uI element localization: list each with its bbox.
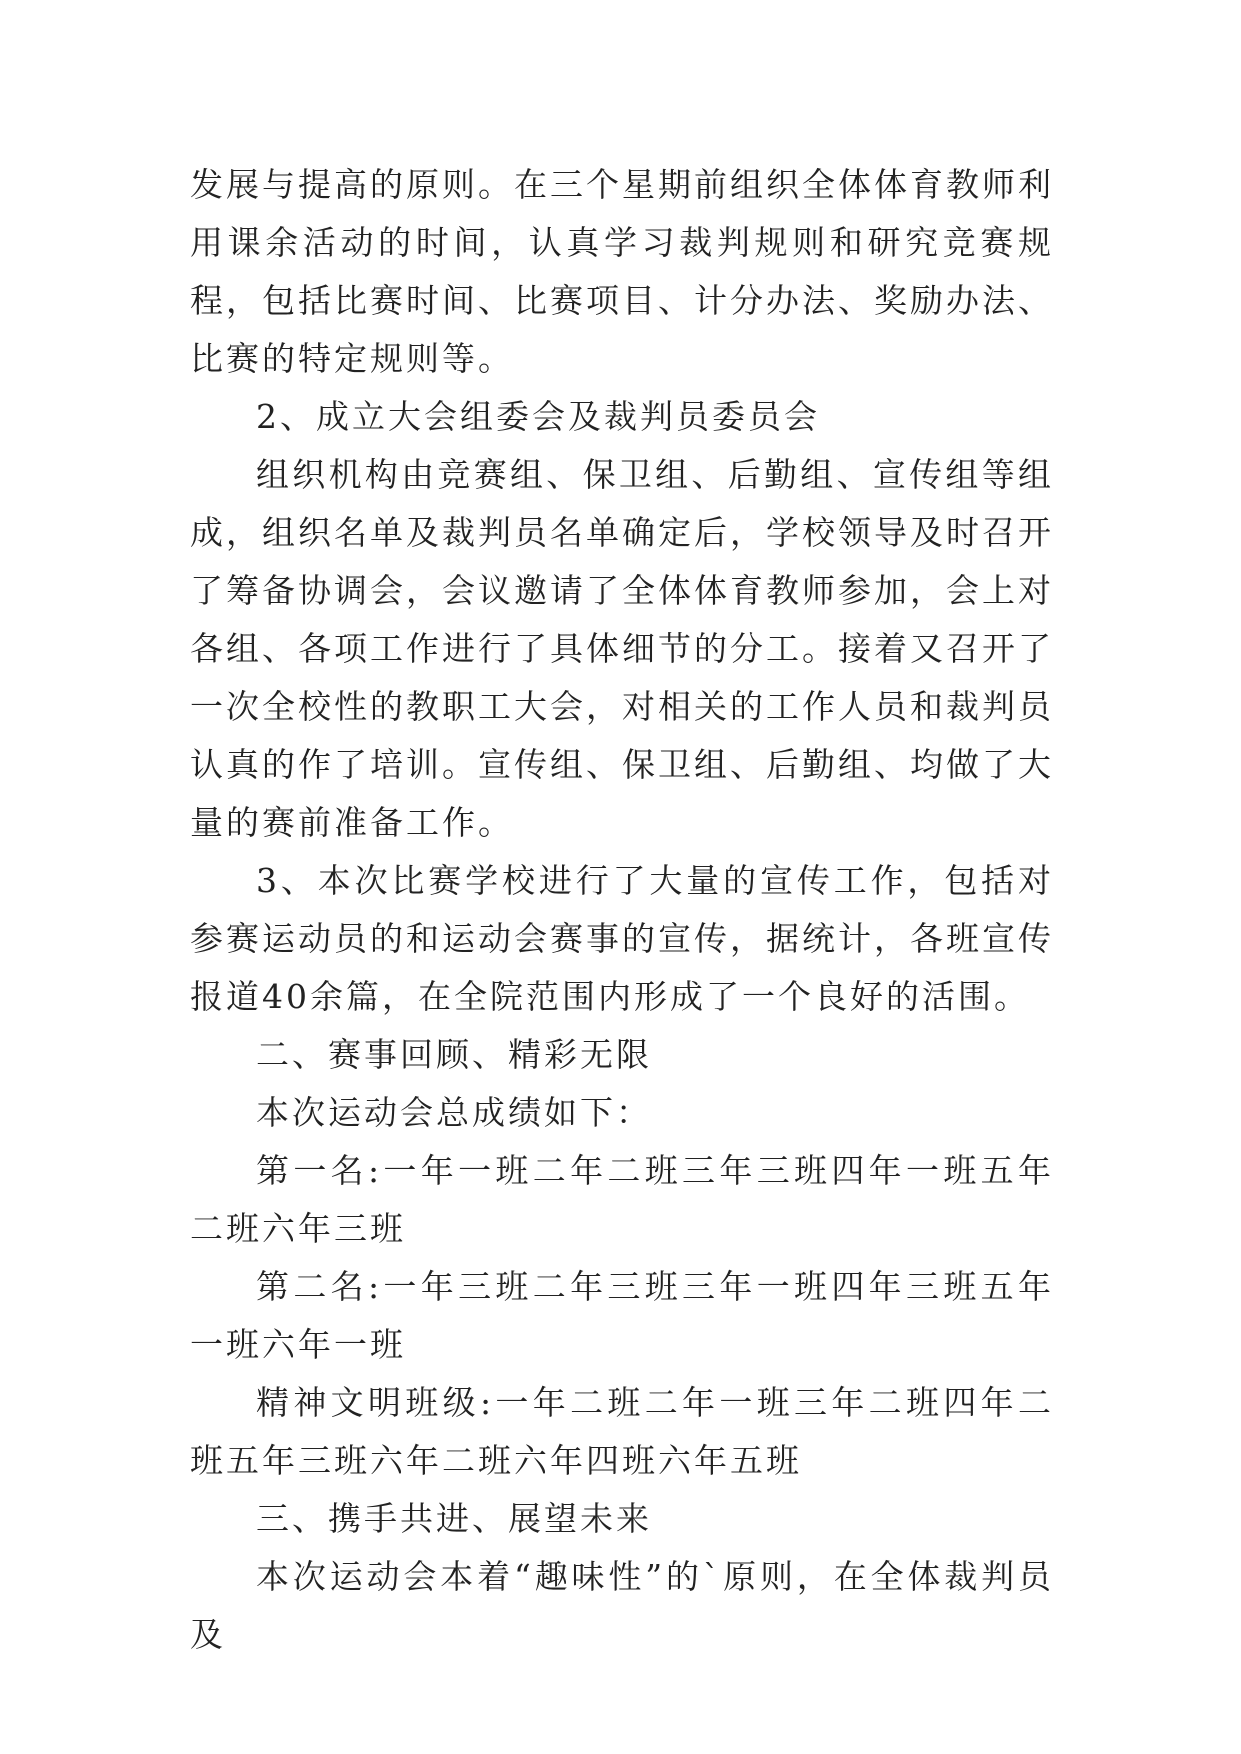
paragraph-civilized-classes: 精神文明班级:一年二班二年一班三年二班四年二班五年三班六年二班六年四班六年五班	[190, 1383, 1054, 1480]
document-body	[190, 156, 1054, 1664]
paragraph-heading-committee: 2、成立大会组委会及裁判员委员会	[256, 397, 820, 436]
section-heading-future: 三、携手共进、展望未来	[256, 1499, 652, 1538]
paragraph-organization: 组织机构由竞赛组、保卫组、后勤组、宣传组等组成，组织名单及裁判员名单确定后，学校领导及时召开了筹备协调会，会议邀请了全体体育教师参加，会上对各组、各项工作进行了具体细节的分工。接着又召开了一次全校性的教职工大会，对相关的工作人员和裁判员认真的作了培训。宣传组、保卫组、后勤组、均做了大量的赛前准备工作。	[190, 455, 1054, 842]
paragraph-second-place: 第二名:一年三班二年三班三年一班四年三班五年一班六年一班	[190, 1267, 1054, 1364]
paragraph-continuation: 发展与提高的原则。在三个星期前组织全体体育教师利用课余活动的时间，认真学习裁判规则和研究竞赛规程，包括比赛时间、比赛项目、计分办法、奖励办法、比赛的特定规则等。	[190, 165, 1054, 378]
paragraph-closing: 本次运动会本着“趣味性”的`原则，在全体裁判员及	[190, 1557, 1054, 1654]
paragraph-first-place: 第一名:一年一班二年二班三年三班四年一班五年二班六年三班	[190, 1151, 1054, 1248]
section-heading-review: 二、赛事回顾、精彩无限	[256, 1035, 652, 1074]
paragraph-results-intro: 本次运动会总成绩如下：	[256, 1093, 652, 1132]
paragraph-publicity: 3、本次比赛学校进行了大量的宣传工作，包括对参赛运动员的和运动会赛事的宣传，据统计，各班宣传报道40余篇，在全院范围内形成了一个良好的活围。	[190, 861, 1054, 1016]
